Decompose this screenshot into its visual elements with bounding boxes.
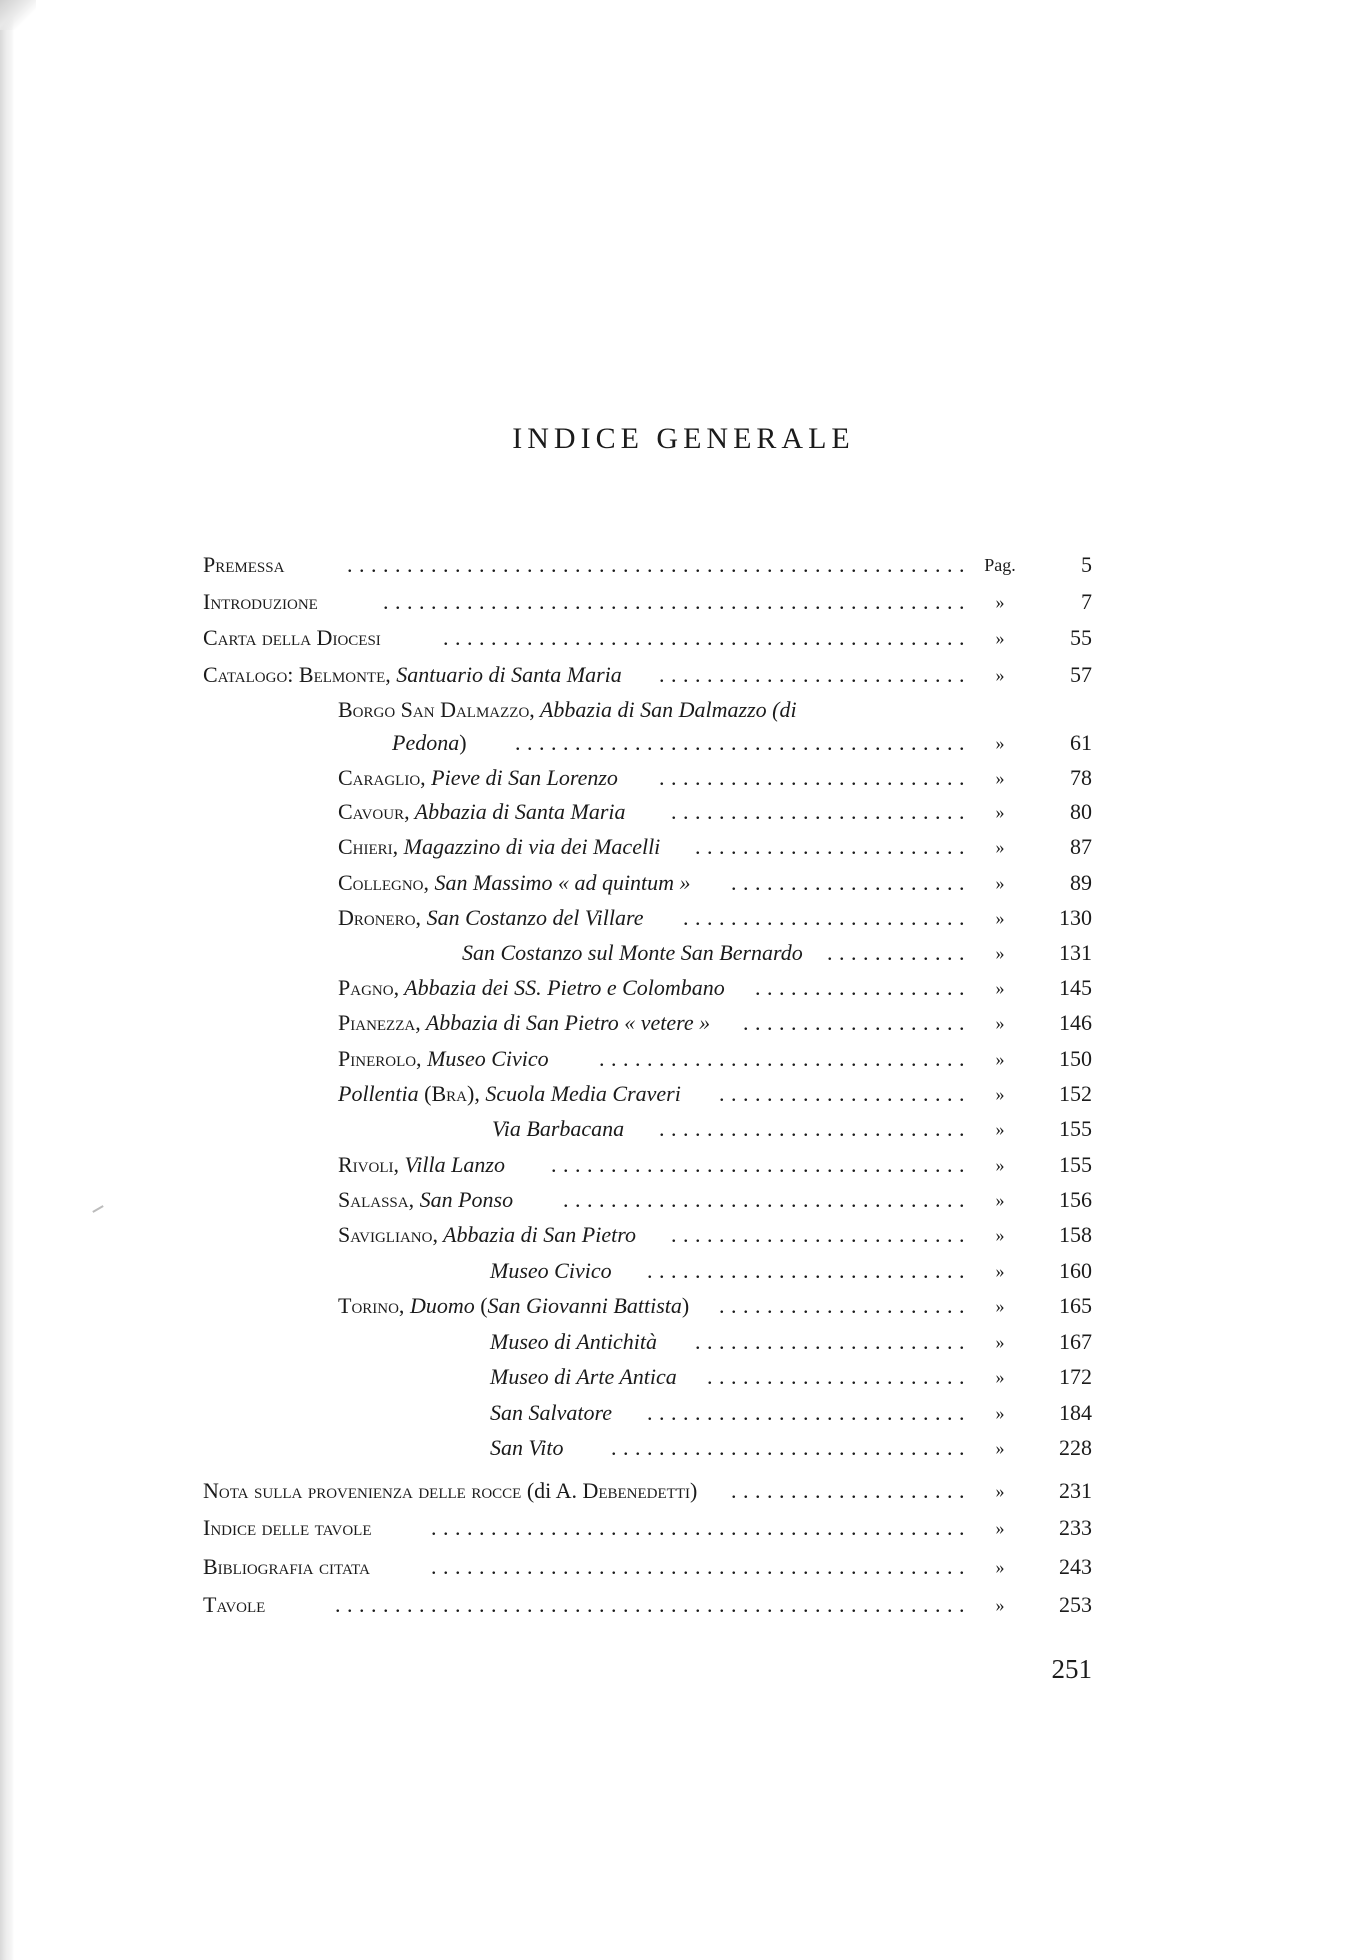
page-corner-shadow xyxy=(0,0,36,30)
toc-entry-label-part: San Costanzo sul Monte San Bernardo xyxy=(462,940,803,965)
toc-entry xyxy=(0,1590,1367,1626)
page-reference-marker: » xyxy=(995,1049,1005,1069)
toc-entry-label-part: Santuario di Santa Maria xyxy=(390,662,622,687)
toc-entry-label-part: Chieri, xyxy=(338,834,399,859)
page-reference-marker: Pag. xyxy=(984,555,1016,575)
page-reference-marker: » xyxy=(995,628,1005,648)
toc-entry-label-part: Cavour, xyxy=(338,799,410,824)
toc-entry xyxy=(0,973,1367,1009)
dot-leader: .................... xyxy=(731,1478,971,1503)
toc-entry-label xyxy=(203,623,381,653)
dot-leader: ....................... xyxy=(695,1329,971,1354)
toc-page-number: 167 xyxy=(1059,1329,1092,1354)
dot-leader: ............................................. xyxy=(431,1515,971,1540)
toc-entry xyxy=(0,832,1367,868)
toc-entry-label xyxy=(203,587,318,617)
toc-page-number: 184 xyxy=(1059,1400,1092,1425)
page-reference-marker: » xyxy=(995,873,1005,893)
toc-entry-label-part: Collegno, xyxy=(338,870,429,895)
toc-entry-label-part: Catalogo: Belmonte, xyxy=(203,662,391,687)
toc-entry-label xyxy=(338,1185,513,1215)
toc-entry-label xyxy=(462,938,803,968)
toc-page-number: 7 xyxy=(1081,589,1092,614)
toc-entry-label-part: Abbazia di San Pietro « vetere » xyxy=(420,1010,711,1035)
dot-leader: .................................................... xyxy=(347,552,971,577)
toc-page-number: 5 xyxy=(1081,552,1092,577)
toc-page-number: 156 xyxy=(1059,1187,1092,1212)
toc-entry-label-part: ), xyxy=(467,1081,486,1106)
toc-page-number: 145 xyxy=(1059,975,1092,1000)
toc-page-number: 87 xyxy=(1070,834,1092,859)
toc-entry xyxy=(0,1044,1367,1080)
toc-entry xyxy=(0,695,1367,731)
page-reference-marker: » xyxy=(995,1438,1005,1458)
toc-entry xyxy=(0,1362,1367,1398)
toc-page-number: 78 xyxy=(1070,765,1092,790)
toc-entry-label-part: Abbazia dei SS. Pietro e Colombano xyxy=(399,975,725,1000)
page-reference-marker: » xyxy=(995,1332,1005,1352)
toc-entry xyxy=(0,1256,1367,1292)
dot-leader: ........................... xyxy=(647,1400,971,1425)
toc-entry-label-part: San Ponso xyxy=(414,1187,514,1212)
toc-entry-label-part: Nota sulla provenienza delle rocce xyxy=(203,1478,522,1503)
toc-entry-label xyxy=(490,1256,612,1286)
dot-leader: .................................. xyxy=(563,1187,971,1212)
dot-leader: ............................................ xyxy=(443,625,971,650)
toc-entry-label-part: Carta della Diocesi xyxy=(203,625,381,650)
toc-entry-label xyxy=(338,763,618,793)
toc-entry-label xyxy=(338,868,691,898)
page-reference-marker: » xyxy=(995,1367,1005,1387)
toc-entry xyxy=(0,1220,1367,1256)
toc-entry-label-part: Museo Civico xyxy=(421,1046,549,1071)
dot-leader: ..................... xyxy=(719,1293,971,1318)
dot-leader: .................. xyxy=(755,975,971,1000)
toc-entry-label xyxy=(203,550,284,580)
toc-page-number: 130 xyxy=(1059,905,1092,930)
toc-entry-label-part: Indice delle tavole xyxy=(203,1515,372,1540)
page-reference-marker: » xyxy=(995,1557,1005,1577)
toc-entry xyxy=(0,1008,1367,1044)
toc-page-number: 89 xyxy=(1070,870,1092,895)
toc-entry-label-part: Pedona xyxy=(392,730,460,755)
toc-entry xyxy=(0,1291,1367,1327)
toc-page-number: 150 xyxy=(1059,1046,1092,1071)
toc-entry-label xyxy=(338,973,725,1003)
dot-leader: ................................... xyxy=(551,1152,971,1177)
toc-entry xyxy=(0,550,1367,586)
dot-leader: ......................... xyxy=(671,1222,971,1247)
toc-entry-label-part: Tavole xyxy=(203,1592,266,1617)
toc-entry-label xyxy=(338,1150,505,1180)
toc-entry-label-part: Premessa xyxy=(203,552,285,577)
toc-entry xyxy=(0,1433,1367,1469)
page-reference-marker: » xyxy=(995,1084,1005,1104)
dot-leader: ............................... xyxy=(599,1046,971,1071)
toc-page-number: 160 xyxy=(1059,1258,1092,1283)
toc-page-number: 146 xyxy=(1059,1010,1092,1035)
toc-entry-label-part: San Massimo « ad quintum » xyxy=(429,870,691,895)
toc-entry-label xyxy=(203,660,622,690)
toc-page-number: 253 xyxy=(1059,1592,1092,1617)
toc-entry-label-part: Villa Lanzo xyxy=(399,1152,505,1177)
toc-entry xyxy=(0,660,1367,696)
toc-entry-label-part: Duomo xyxy=(404,1293,475,1318)
toc-entry-label-part: Museo di Arte Antica xyxy=(490,1364,677,1389)
toc-entry xyxy=(0,1150,1367,1186)
toc-entry-label-part: Bra xyxy=(431,1081,467,1106)
dot-leader: .......................... xyxy=(659,765,971,790)
toc-entry-label xyxy=(203,1552,370,1582)
toc-entry xyxy=(0,1398,1367,1434)
dot-leader: ..................................................... xyxy=(335,1592,971,1617)
toc-entry-label-part: (di A. xyxy=(521,1478,583,1503)
toc-entry xyxy=(0,623,1367,659)
toc-entry-label-part: Pinerolo, xyxy=(338,1046,422,1071)
toc-entry xyxy=(0,1114,1367,1150)
page-reference-marker: » xyxy=(995,1481,1005,1501)
toc-entry-label-part: San Costanzo del Villare xyxy=(421,905,644,930)
toc-entry-label-part: Debenedetti xyxy=(582,1478,690,1503)
dot-leader: ....................... xyxy=(695,834,971,859)
toc-entry-label-part: Abbazia di San Dalmazzo (di xyxy=(534,697,797,722)
toc-entry-label-part: Pieve di San Lorenzo xyxy=(425,765,618,790)
toc-page-number: 158 xyxy=(1059,1222,1092,1247)
page-reference-marker: » xyxy=(995,1403,1005,1423)
toc-entry-label xyxy=(338,1291,689,1321)
toc-entry-label-part: San Giovanni Battista xyxy=(487,1293,682,1318)
toc-entry-label-part: Museo di Antichità xyxy=(490,1329,658,1354)
dot-leader: ................................................. xyxy=(383,589,971,614)
toc-entry-label-part: San Salvatore xyxy=(490,1400,612,1425)
toc-entry-label xyxy=(203,1513,372,1543)
toc-entry-label-part: ( xyxy=(474,1293,488,1318)
toc-entry xyxy=(0,763,1367,799)
toc-entry-label-part: Pianezza, xyxy=(338,1010,421,1035)
page-reference-marker: » xyxy=(995,665,1005,685)
toc-entry-label xyxy=(490,1398,612,1428)
toc-entry xyxy=(0,938,1367,974)
page-reference-marker: » xyxy=(995,768,1005,788)
dot-leader: ...................................... xyxy=(515,730,971,755)
dot-leader: ......................... xyxy=(671,799,971,824)
page-reference-marker: » xyxy=(995,1261,1005,1281)
toc-entry xyxy=(0,587,1367,623)
page-reference-marker: » xyxy=(995,943,1005,963)
toc-entry-label xyxy=(203,1590,265,1620)
toc-entry-label xyxy=(338,1008,710,1038)
toc-entry-label xyxy=(203,1476,697,1506)
toc-page-number: 228 xyxy=(1059,1435,1092,1460)
toc-page-number: 80 xyxy=(1070,799,1092,824)
toc-entry-label xyxy=(338,695,797,725)
toc-entry-label-part: Rivoli, xyxy=(338,1152,399,1177)
toc-page-number: 61 xyxy=(1070,730,1092,755)
toc-entry-label-part: ) xyxy=(459,730,467,755)
toc-entry-label-part: Introduzione xyxy=(203,589,318,614)
dot-leader: ..................... xyxy=(719,1081,971,1106)
toc-entry-label xyxy=(338,1044,549,1074)
toc-entry-label-part: Museo Civico xyxy=(490,1258,612,1283)
toc-entry-label-part: Magazzino di via dei Macelli xyxy=(398,834,661,859)
toc-entry-label-part: Scuola Media Craveri xyxy=(485,1081,681,1106)
toc-entry-label-part: Dronero, xyxy=(338,905,422,930)
toc-entry-label-part: ) xyxy=(681,1293,690,1318)
toc-entry-label xyxy=(338,832,660,862)
dot-leader: ........................... xyxy=(647,1258,971,1283)
dot-leader: .......................... xyxy=(659,1116,971,1141)
toc-entry-label-part: Savigliano, xyxy=(338,1222,438,1247)
toc-entry-label xyxy=(338,903,644,933)
page-reference-marker: » xyxy=(995,978,1005,998)
toc-entry-label-part: Torino, xyxy=(338,1293,405,1318)
toc-entry xyxy=(0,1513,1367,1549)
page-reference-marker: » xyxy=(995,1119,1005,1139)
page-reference-marker: » xyxy=(995,1155,1005,1175)
dot-leader: .......................... xyxy=(659,662,971,687)
page-reference-marker: » xyxy=(995,733,1005,753)
page-reference-marker: » xyxy=(995,1296,1005,1316)
toc-entry xyxy=(0,868,1367,904)
page-reference-marker: » xyxy=(995,908,1005,928)
toc-entry-label xyxy=(490,1327,657,1357)
page-reference-marker: » xyxy=(995,1595,1005,1615)
toc-entry-label-part: Via Barbacana xyxy=(492,1116,625,1141)
page-reference-marker: » xyxy=(995,802,1005,822)
toc-entry-label-part: San Vito xyxy=(490,1435,564,1460)
toc-page-number: 55 xyxy=(1070,625,1092,650)
toc-entry xyxy=(0,1552,1367,1588)
toc-page-number: 155 xyxy=(1059,1116,1092,1141)
toc-page-number: 57 xyxy=(1070,662,1092,687)
toc-entry-label xyxy=(338,797,626,827)
page-reference-marker: » xyxy=(995,1190,1005,1210)
toc-page-number: 165 xyxy=(1059,1293,1092,1318)
toc-entry-label xyxy=(490,1433,564,1463)
dot-leader: .................... xyxy=(731,870,971,895)
dot-leader: ........................ xyxy=(683,905,971,930)
toc-entry-label xyxy=(492,1114,624,1144)
toc-entry xyxy=(0,1476,1367,1512)
toc-entry-label-part: Pollentia xyxy=(338,1081,419,1106)
toc-entry-label-part: ) xyxy=(690,1478,698,1503)
toc-page-number: 231 xyxy=(1059,1478,1092,1503)
toc-page-number: 131 xyxy=(1059,940,1092,965)
toc-page-number: 155 xyxy=(1059,1152,1092,1177)
page-reference-marker: » xyxy=(995,1225,1005,1245)
toc-entry xyxy=(0,797,1367,833)
page-number: 251 xyxy=(1051,1654,1092,1684)
toc-entry-label-part: ( xyxy=(418,1081,432,1106)
toc-entry-label xyxy=(338,1079,681,1109)
page-reference-marker: » xyxy=(995,1518,1005,1538)
toc-page-number: 243 xyxy=(1059,1554,1092,1579)
dot-leader: ................... xyxy=(743,1010,971,1035)
page-reference-marker: » xyxy=(995,837,1005,857)
toc-entry xyxy=(0,1327,1367,1363)
toc-entry xyxy=(0,1185,1367,1221)
toc-entry-label xyxy=(338,1220,636,1250)
toc-entry-label xyxy=(490,1362,677,1392)
toc-entry-label-part: Caraglio, xyxy=(338,765,426,790)
toc-entry xyxy=(0,1079,1367,1115)
toc-entry-label xyxy=(392,728,467,758)
toc-entry-label-part: Pagno, xyxy=(338,975,400,1000)
toc-entry-label-part: Abbazia di San Pietro xyxy=(437,1222,636,1247)
toc-entry xyxy=(0,728,1367,764)
dot-leader: ............................................. xyxy=(431,1554,971,1579)
dot-leader: ............ xyxy=(827,940,971,965)
toc-entry-label-part: Salassa, xyxy=(338,1187,415,1212)
dot-leader: .............................. xyxy=(611,1435,971,1460)
page-title: INDICE GENERALE xyxy=(512,422,855,456)
toc-entry-label-part: Abbazia di Santa Maria xyxy=(409,799,626,824)
page-reference-marker: » xyxy=(995,592,1005,612)
page-reference-marker: » xyxy=(995,1013,1005,1033)
toc-page-number: 233 xyxy=(1059,1515,1092,1540)
dot-leader: ...................... xyxy=(707,1364,971,1389)
toc-entry xyxy=(0,903,1367,939)
toc-page-number: 172 xyxy=(1059,1364,1092,1389)
toc-entry-label-part: Borgo San Dalmazzo, xyxy=(338,697,535,722)
toc-page-number: 152 xyxy=(1059,1081,1092,1106)
toc-entry-label-part: Bibliografia citata xyxy=(203,1554,370,1579)
